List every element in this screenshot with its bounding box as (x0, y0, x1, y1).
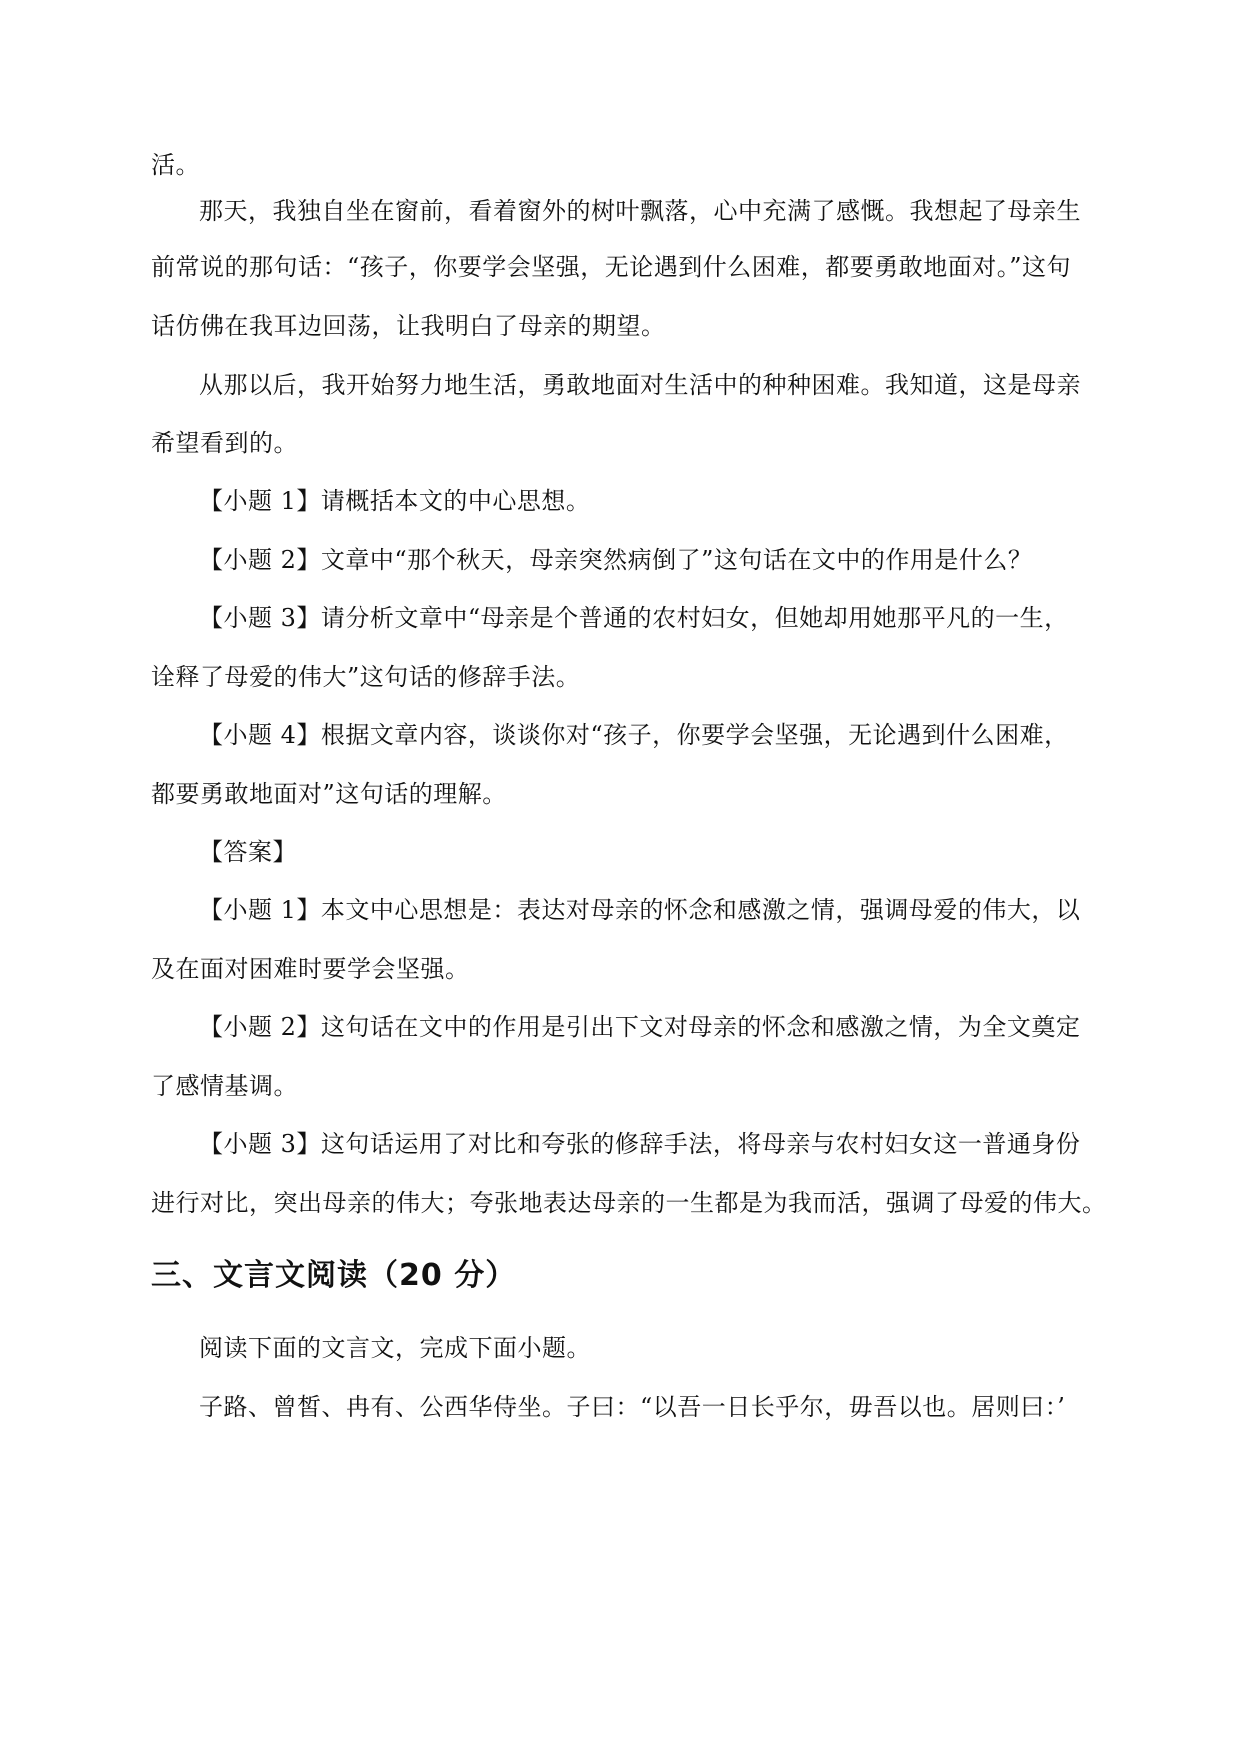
text-line: 那天，我独自坐在窗前，看着窗外的树叶飘落，心中充满了感慨。我想起了母亲生 (199, 197, 1081, 225)
text-line: 话仿佛在我耳边回荡，让我明白了母亲的期望。 (151, 312, 666, 340)
text-line: 从那以后，我开始努力地生活，勇敢地面对生活中的种种困难。我知道，这是母亲 (199, 371, 1081, 399)
question-line: 诠释了母爱的伟大”这句话的修辞手法。 (151, 663, 581, 691)
section-heading: 三、文言文阅读（20 分） (151, 1258, 517, 1293)
answer-line: 及在面对困难时要学会坚强。 (151, 955, 470, 983)
question-line: 【小题 4】根据文章内容，谈谈你对“孩子，你要学会坚强，无论遇到什么困难， (199, 721, 1069, 749)
answer-line: 【小题 1】本文中心思想是：表达对母亲的怀念和感激之情，强调母爱的伟大，以 (199, 896, 1081, 924)
question-line: 【小题 2】文章中“那个秋天，母亲突然病倒了”这句话在文中的作用是什么？ (199, 546, 1033, 574)
text-line: 前常说的那句话：“孩子，你要学会坚强，无论遇到什么困难，都要勇敢地面对。”这句 (151, 253, 1072, 281)
text-line: 活。 (151, 151, 200, 179)
text-line: 阅读下面的文言文，完成下面小题。 (199, 1334, 591, 1362)
answer-label: 【答案】 (199, 838, 297, 866)
question-line: 【小题 1】请概括本文的中心思想。 (199, 487, 591, 515)
answer-line: 进行对比，突出母亲的伟大；夸张地表达母亲的一生都是为我而活，强调了母爱的伟大。 (151, 1189, 1107, 1217)
question-line: 【小题 3】请分析文章中“母亲是个普通的农村妇女，但她却用她那平凡的一生， (199, 604, 1069, 632)
text-line: 希望看到的。 (151, 429, 298, 457)
answer-line: 了感情基调。 (151, 1072, 298, 1100)
text-line: 子路、曾皙、冉有、公西华侍坐。子曰：“以吾一日长乎尔，毋吾以也。居则曰：’ (199, 1393, 1066, 1421)
answer-line: 【小题 2】这句话在文中的作用是引出下文对母亲的怀念和感激之情，为全文奠定 (199, 1013, 1081, 1041)
question-line: 都要勇敢地面对”这句话的理解。 (151, 780, 507, 808)
answer-line: 【小题 3】这句话运用了对比和夸张的修辞手法，将母亲与农村妇女这一普通身份 (199, 1130, 1081, 1158)
